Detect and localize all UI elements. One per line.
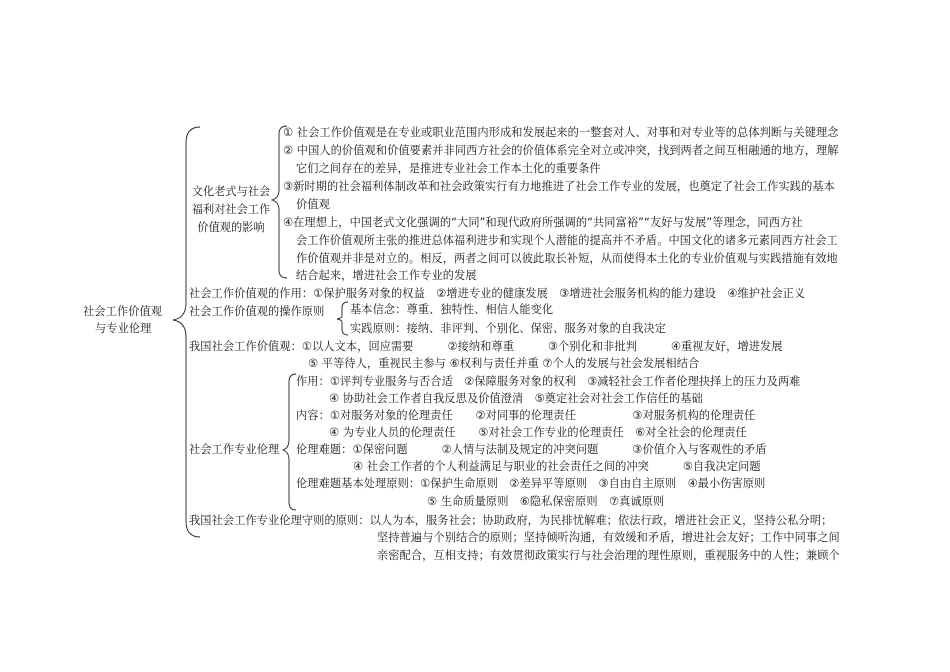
culture-item-2-cont: 它们之间存在的差异，是推进专业社会工作本土化的重要条件	[296, 162, 601, 175]
ethics-line: 作用：①评判专业服务与否合适 ②保障服务对象的权利 ③减轻社会工作者伦理抉择上的压力及两难	[296, 375, 801, 388]
culture-label-line: 福利对社会工作	[191, 203, 271, 216]
culture-item-1: ① 社会工作价值观是在专业或职业范围内形成和发展起来的一整套对人、对事和对专业等的总体判断与关键理念	[283, 126, 839, 139]
ethics-line: ④ 协助社会工作者自我反思及价值澄清 ⑤奠定社会对社会工作信任的基础	[329, 392, 703, 405]
root-title-line2: 与专业伦理	[95, 322, 152, 335]
principle-item: 基本信念：尊重、独特性、相信人能变化	[350, 303, 554, 316]
ethics-line: ④ 社会工作者的个人利益满足与职业的社会责任之间的冲突 ⑤自我决定问题	[353, 460, 761, 473]
principles-label: 社会工作价值观的操作原则	[189, 305, 325, 318]
code-line1: 我国社会工作专业伦理守则的原则：以人为本，服务社会；协助政府，为民排忧解难；依法行政，增进社会正义，坚持公私分明；	[189, 514, 833, 527]
culture-label-line: 文化老式与社会	[191, 185, 271, 198]
culture-item-4: ④在理想上，中国老式文化强调的“大同”和现代政府所强调的“共同富裕”“友好与发展”等理念，同西方社	[283, 216, 803, 229]
ethics-brace	[283, 374, 296, 510]
ethics-line: 内容：①对服务对象的伦理责任 ②对同事的伦理责任 ③对服务机构的伦理责任	[296, 409, 756, 422]
culture-item-3: ③新时期的社会福利体制改革和社会政策实行有力地推进了社会工作专业的发展，也奠定了社会工作实践的基本	[283, 180, 835, 193]
value-functions: 社会工作价值观的作用：①保护服务对象的权益 ②增进专业的健康发展 ③增进社会服务机构的能力建设 ④维护社会正义	[189, 287, 806, 300]
root-title-line1: 社会工作价值观	[83, 305, 163, 318]
ethics-line: ⑤ 生命质量原则 ⑥隐私保密原则 ⑦真诚原则	[427, 495, 665, 508]
culture-item-4-cont: 会工作价值观所主张的推进总体福利进步和实现个人潜能的提高并不矛盾。中国文化的诸多元素同西方社会工	[296, 234, 838, 247]
culture-item-2: ② 中国人的价值观和价值要素并非同西方社会的价值体系完全对立或冲突，找到两者之间互相融通的地方，理解	[283, 144, 839, 157]
ethics-line: 伦理难题：①保密问题 ②人情与法制及规定的冲突问题 ③价值介入与客观性的矛盾	[296, 443, 767, 456]
china-values-line1: 我国社会工作价值观：①以人文本，回应需要 ②接纳和尊重 ③个别化和非批判 ④重视友好，增进发展	[189, 340, 783, 353]
code-line3: 亲密配合，互相支持；有效贯彻政策实行与社会治理的理性原则，重视服务中的人性；兼顾个	[377, 549, 840, 562]
ethics-line: 伦理难题基本处理原则：①保护生命原则 ②差异平等原则 ③自由自主原则 ④最小伤害原则	[296, 477, 766, 490]
culture-label	[184, 184, 278, 236]
culture-item-3-cont: 价值观	[296, 198, 330, 211]
ethics-label: 社会工作专业伦理	[189, 443, 280, 456]
code-line2: 坚持普遍与个别结合的原则；坚持倾听沟通，有效缓和矛盾，增进社会友好；工作中同事之间	[377, 531, 840, 544]
ethics-line: ④ 为专业人员的伦理责任 ⑤对社会工作专业的伦理责任 ⑥对全社会的伦理责任	[329, 426, 747, 439]
culture-label-line: 价值观的影响	[197, 221, 265, 234]
culture-item-4-cont: 作价值观并非是对立的。相反，两者之间可以彼此取长补短，从而使得本土化的专业价值观与实践措施有效地	[296, 252, 838, 265]
principles-brace	[337, 302, 348, 335]
culture-item-4-cont: 结合起来，增进社会工作专业的发展	[296, 269, 477, 282]
china-values-line2: ⑤ 平等待人，重视民主参与 ⑥权利与责任并重 ⑦个人的发展与社会发展相结合	[308, 357, 700, 370]
principle-item: 实践原则：接纳、非评判、个别化、保密、服务对象的自我决定	[350, 322, 667, 335]
